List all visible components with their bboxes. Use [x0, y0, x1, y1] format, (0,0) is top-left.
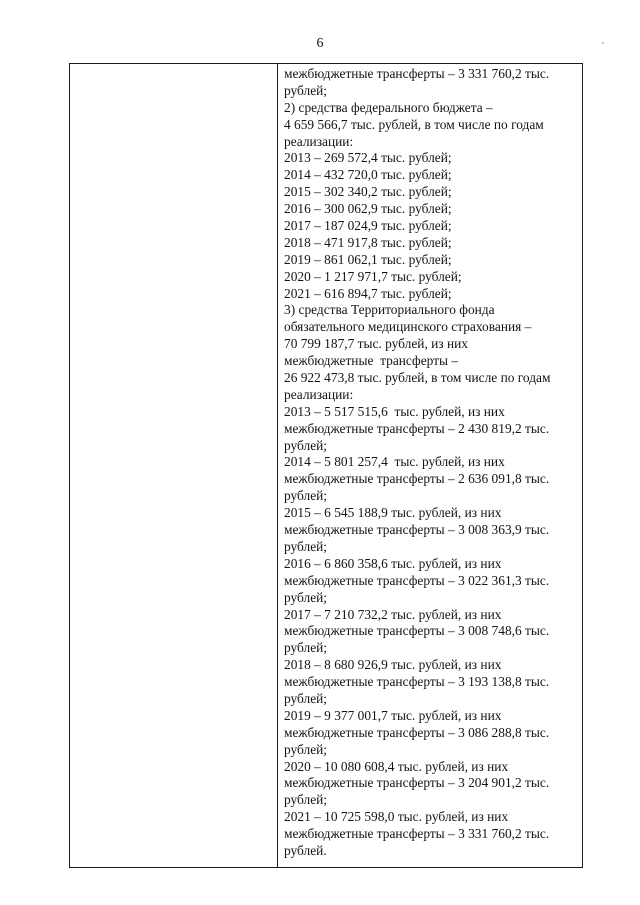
text-line: рублей; — [284, 488, 328, 504]
page-number: 6 — [316, 36, 324, 51]
text-line: межбюджетные трансферты – 3 008 363,9 тыс. — [284, 522, 550, 538]
text-line: 2015 – 6 545 188,9 тыс. рублей, из них — [284, 505, 502, 521]
text-line: реализации: — [284, 133, 354, 149]
text-line: рублей; — [284, 538, 328, 554]
text-line: межбюджетные трансферты – 3 193 138,8 тыс. — [284, 674, 550, 690]
text-line: 2013 – 5 517 515,6 тыс. рублей, из них — [284, 403, 505, 419]
text-line: 2020 – 1 217 971,7 тыс. рублей; — [284, 268, 462, 284]
text-line: рублей; — [284, 741, 328, 757]
text-line: 2013 – 269 572,4 тыс. рублей; — [284, 150, 452, 166]
text-line: обязательного медицинского страхования – — [284, 319, 532, 335]
text-line: 70 799 187,7 тыс. рублей, из них — [284, 336, 468, 352]
text-line: 2018 – 8 680 926,9 тыс. рублей, из них — [284, 657, 502, 673]
text-line: реализации: — [284, 386, 354, 402]
text-line: 2021 – 10 725 598,0 тыс. рублей, из них — [284, 809, 509, 825]
text-line: межбюджетные трансферты – — [284, 353, 459, 369]
text-line: межбюджетные трансферты – 3 022 361,3 тыс. — [284, 572, 550, 588]
text-line: межбюджетные трансферты – 3 331 760,2 тыс. — [284, 66, 550, 81]
text-line: 2019 – 9 377 001,7 тыс. рублей, из них — [284, 707, 502, 723]
scan-speck — [602, 42, 604, 44]
text-line: 2014 – 5 801 257,4 тыс. рублей, из них — [284, 454, 505, 470]
text-line: 2016 – 300 062,9 тыс. рублей; — [284, 201, 452, 217]
document-table — [69, 63, 583, 868]
text-line: межбюджетные трансферты – 3 008 748,6 тыс. — [284, 623, 550, 639]
text-line: 4 659 566,7 тыс. рублей, в том числе по годам — [284, 116, 544, 132]
text-line: 26 922 473,8 тыс. рублей, в том числе по годам — [284, 370, 551, 386]
text-line: 3) средства Территориального фонда — [284, 302, 495, 318]
text-line: рублей; — [284, 690, 328, 706]
text-line: 2020 – 10 080 608,4 тыс. рублей, из них — [284, 758, 509, 774]
text-line: 2) средства федерального бюджета – — [284, 99, 493, 115]
text-line: 2014 – 432 720,0 тыс. рублей; — [284, 167, 452, 183]
text-line: межбюджетные трансферты – 2 430 819,2 тыс. — [284, 420, 550, 436]
text-line: 2017 – 187 024,9 тыс. рублей; — [284, 218, 452, 234]
text-line: 2015 – 302 340,2 тыс. рублей; — [284, 184, 452, 200]
text-line: 2016 – 6 860 358,6 тыс. рублей, из них — [284, 555, 502, 571]
text-line: рублей. — [284, 842, 327, 858]
text-line: межбюджетные трансферты – 2 636 091,8 тыс. — [284, 471, 550, 487]
text-line: межбюджетные трансферты – 3 204 901,2 тыс. — [284, 775, 550, 791]
text-line: 2017 – 7 210 732,2 тыс. рублей, из них — [284, 606, 502, 622]
table-right-cell — [278, 64, 582, 867]
text-line: рублей; — [284, 437, 328, 453]
text-line: рублей; — [284, 792, 328, 808]
text-line: 2021 – 616 894,7 тыс. рублей; — [284, 285, 452, 301]
text-line: межбюджетные трансферты – 3 331 760,2 тыс. — [284, 826, 550, 842]
table-left-cell — [70, 64, 278, 867]
text-line: межбюджетные трансферты – 3 086 288,8 тыс. — [284, 724, 550, 740]
text-line: рублей; — [284, 589, 328, 605]
text-line: рублей; — [284, 82, 328, 98]
text-line: 2019 – 861 062,1 тыс. рублей; — [284, 251, 452, 267]
text-line: рублей; — [284, 640, 328, 656]
text-line: 2018 – 471 917,8 тыс. рублей; — [284, 234, 452, 250]
